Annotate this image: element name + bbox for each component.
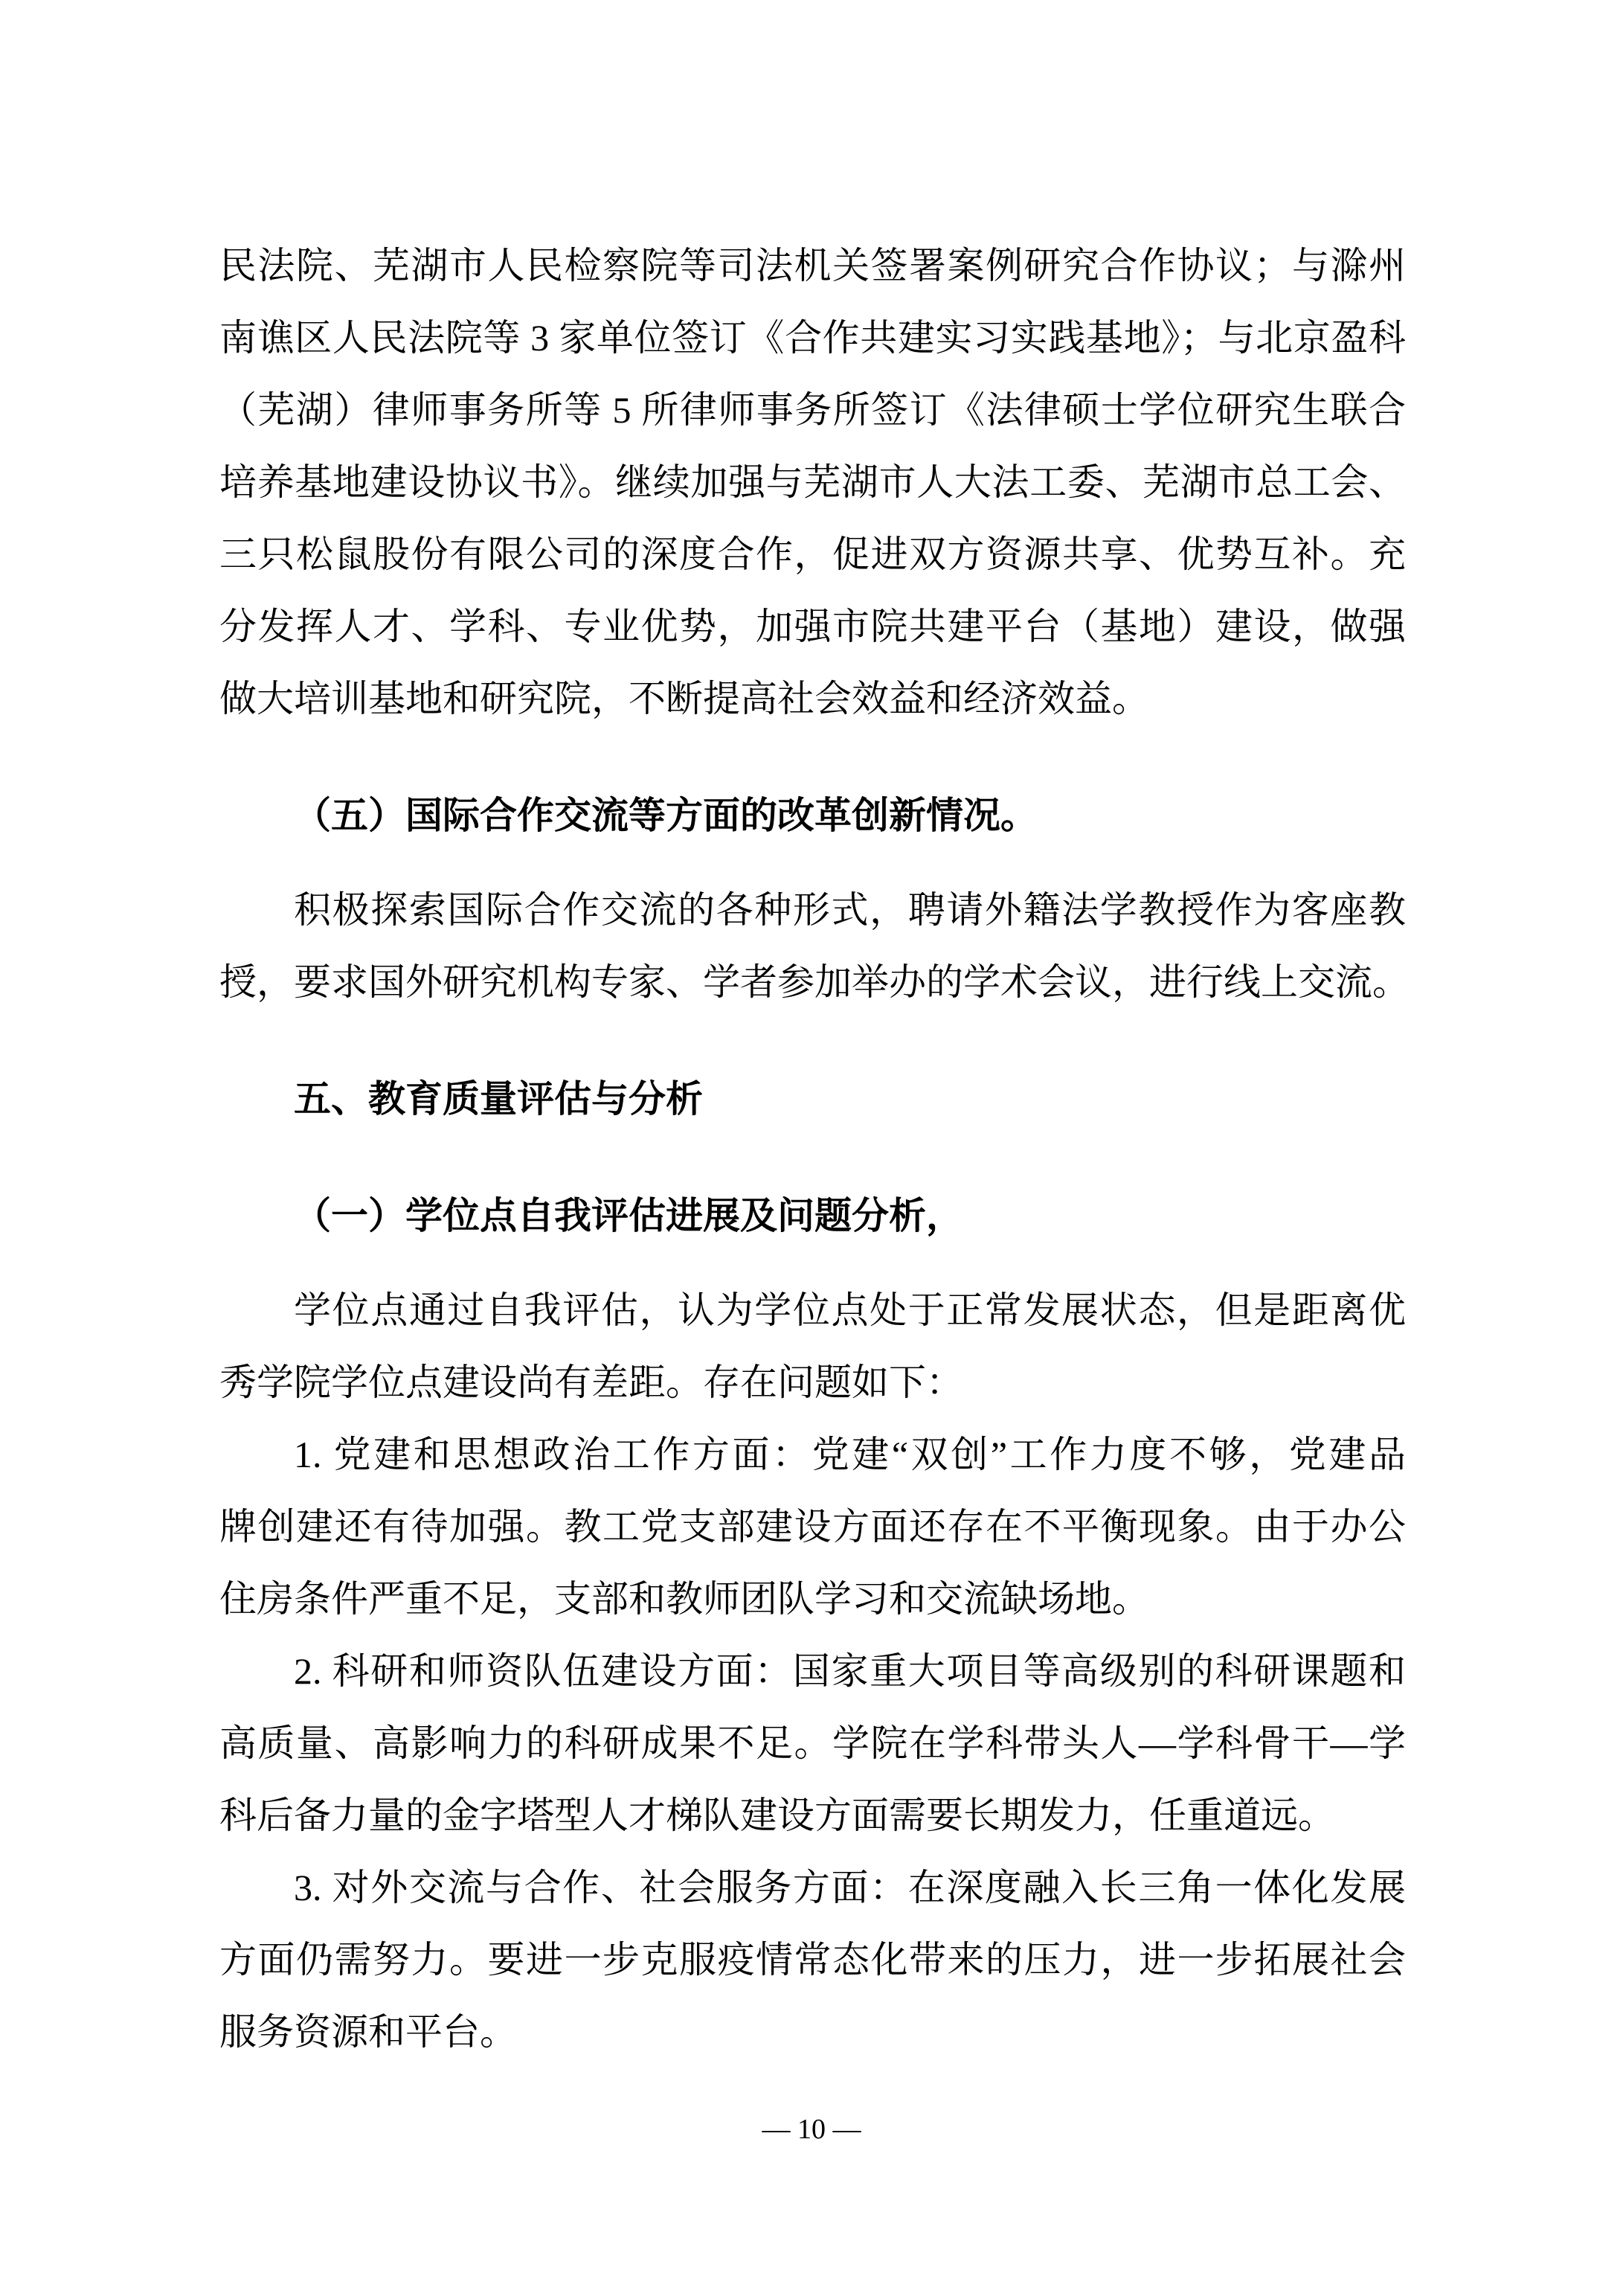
paragraph [219,1274,1406,1419]
section-heading: 五、教育质量评估与分析 [294,1078,703,1120]
text-line: 服务资源和平台。 [219,2011,517,2053]
text-line: 1. 党建和思想政治工作方面：党建“双创”工作力度不够，党建品 [294,1434,1406,1475]
text-line: 科后备力量的金字塔型人才梯队建设方面需要长期发力，任重道远。 [219,1795,1335,1836]
text-line: 培养基地建设协议书》。继续加强与芜湖市人大法工委、芜湖市总工会、 [219,461,1406,503]
paragraph [219,874,1410,1019]
text-line: 南谯区人民法院等 3 家单位签订《合作共建实习实践基地》；与北京盈科 [219,317,1406,359]
text-line: 民法院、芜湖市人民检察院等司法机关签署案例研究合作协议；与滁州 [219,245,1406,286]
text-line: 方面仍需努力。要进一步克服疫情常态化带来的压力，进一步拓展社会 [219,1939,1406,1981]
text-line: 3. 对外交流与合作、社会服务方面：在深度融入长三角一体化发展 [294,1867,1406,1908]
text-line: 学位点通过自我评估，认为学位点处于正常发展状态，但是距离优 [294,1289,1406,1331]
text-line: 2. 科研和师资队伍建设方面：国家重大项目等高级别的科研课题和 [294,1650,1406,1692]
paragraph [219,230,1406,735]
paragraph [219,1419,1406,1635]
text-line: 积极探索国际合作交流的各种形式，聘请外籍法学教授作为客座教 [294,889,1406,931]
section-heading: （一）学位点自我评估进展及问题分析， [294,1195,963,1237]
paragraph [219,1635,1406,1852]
text-line: 秀学院学位点建设尚有差距。存在问题如下： [219,1362,963,1403]
text-line: （芜湖）律师事务所等 5 所律师事务所签订《法律硕士学位研究生联合 [219,389,1406,431]
text-line: 高质量、高影响力的科研成果不足。学院在学科带头人—学科骨干—学 [219,1722,1406,1764]
text-line: 牌创建还有待加强。教工党支部建设方面还存在不平衡现象。由于办公 [219,1506,1406,1548]
section-heading: （五）国际合作交流等方面的改革创新情况。 [294,795,1038,836]
text-line: 住房条件严重不足，支部和教师团队学习和交流缺场地。 [219,1578,1149,1620]
text-line: 分发挥人才、学科、专业优势，加强市院共建平台（基地）建设，做强 [219,606,1406,647]
document-content [219,230,1410,2068]
text-line: 授，要求国外研究机构专家、学者参加举办的学术会议，进行线上交流。 [219,961,1410,1003]
paragraph [219,1852,1406,2068]
text-line: 三只松鼠股份有限公司的深度合作，促进双方资源共享、优势互补。充 [219,533,1406,575]
text-line: 做大培训基地和研究院，不断提高社会效益和经济效益。 [219,678,1149,719]
page-number: — 10 — [762,2114,861,2145]
